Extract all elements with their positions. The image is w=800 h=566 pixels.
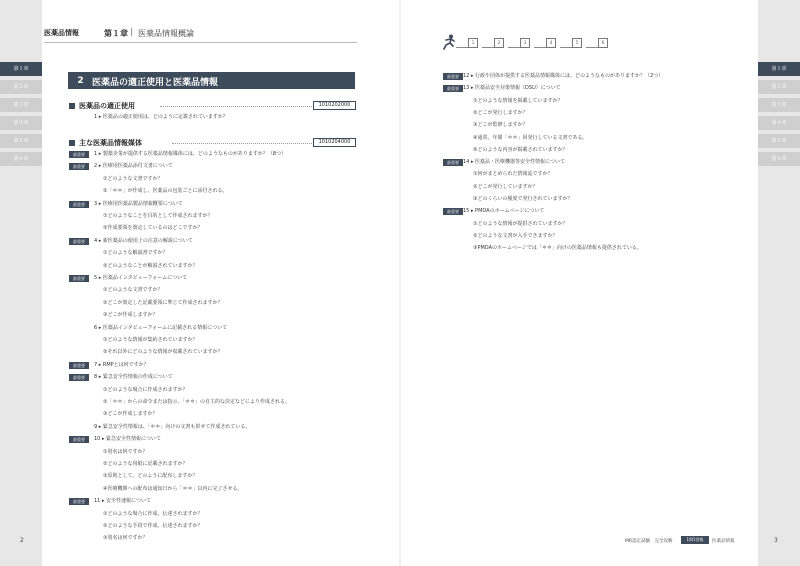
question-item: 11 ▸ 安全性速報について xyxy=(94,498,151,505)
subsection-square-icon xyxy=(69,103,75,109)
subsection-code: 1010204000 xyxy=(313,138,356,147)
sub-question: ③原則として、どのように配布しますか？ xyxy=(103,473,198,480)
chapter-tab[interactable]: 第６章 xyxy=(0,152,42,166)
sub-question: ①どのようなことを目的として作成されますか？ xyxy=(103,213,213,219)
sub-question: ①どのような情報が提供されていますか？ xyxy=(473,220,568,227)
sub-question: ③どこが作成しますか？ xyxy=(103,411,158,418)
question-item: 1 ▸ 製薬企業が提供する医薬品情報媒体には、どのようなものがありますか？（8つ） xyxy=(94,151,287,157)
sub-question: ③どこが監修しますか？ xyxy=(473,122,528,129)
importance-badge: 最重要 xyxy=(69,498,89,505)
question-item: 10 ▸ 緊急安全性情報について xyxy=(94,436,161,443)
sub-question: ②どのような手段で作成、伝達されますか？ xyxy=(103,523,203,529)
sub-question: ④通常、年間「＊＊」回発行している文書である。 xyxy=(473,134,588,141)
leader-dots xyxy=(160,106,312,107)
progress-checkbox[interactable]: 6 xyxy=(598,38,608,48)
sub-question: ①どのような情報が集約されていますか？ xyxy=(103,337,198,343)
sub-question: ①どのような文書ですか？ xyxy=(103,175,163,182)
sub-question: ②作成要領を策定しているのはどこですか？ xyxy=(103,225,203,232)
progress-checkbox[interactable]: 2 xyxy=(494,38,504,48)
sub-question: ③別名は何ですか？ xyxy=(103,535,148,542)
sub-question: ①別名は何ですか？ xyxy=(103,448,148,455)
subsection-title-text: 主な医薬品情報媒体 xyxy=(79,139,142,147)
progress-check-row xyxy=(442,36,605,54)
sub-question: ④医療機関への配布は通知日から「＊＊」以内に完了させる。 xyxy=(103,485,243,492)
sub-question: ②それ以外にどのような情報が収載されていますか？ xyxy=(103,349,223,356)
importance-badge: 最重要 xyxy=(443,73,463,80)
question-item: 4 ▸ 新医薬品の使用上の注意の解説について xyxy=(94,237,193,244)
sub-question: ②どのようなことが解説されていますか？ xyxy=(103,262,198,269)
footer-section: 医薬品情報 xyxy=(712,539,735,544)
importance-badge: 最重要 xyxy=(69,374,89,381)
sub-question: ②「＊＊」が作成し、医薬品の包装ごとに添付される。 xyxy=(103,188,228,195)
section-number: 2 xyxy=(77,76,84,86)
chapter-label: 第１章 xyxy=(104,29,128,38)
sub-question: ②どこが策定した記載要領に準じて作成されますか？ xyxy=(103,299,223,306)
progress-checkbox[interactable]: 4 xyxy=(546,38,556,48)
subsection-title xyxy=(69,138,142,148)
page-gutter xyxy=(399,0,401,566)
chapter-tab[interactable]: 第３章 xyxy=(0,98,42,112)
sub-question: ③PMDAのホームページでは「＊＊」向けの医薬品情報も提供されている。 xyxy=(473,245,642,252)
sub-question: ②「＊＊」からの命令または指示、「＊＊」の自主的な決定などにより作成される。 xyxy=(103,399,290,405)
importance-badge: 最重要 xyxy=(443,159,463,166)
sub-question: ①何がまとめられた情報誌ですか？ xyxy=(473,171,553,178)
question-item: 3 ▸ 医療用医薬品製品情報概要について xyxy=(94,200,183,207)
header-rule xyxy=(44,42,357,43)
importance-badge: 最重要 xyxy=(69,436,89,443)
footer-badge: 1問1答集 xyxy=(681,536,709,544)
question-item: 2 ▸ 医療用医薬品添付文書について xyxy=(94,163,173,170)
leader-dots xyxy=(172,143,312,144)
sub-question: ①どのような情報を掲載していますか？ xyxy=(473,97,563,104)
importance-badge: 最重要 xyxy=(69,275,89,282)
chapter-tab[interactable]: 第６章 xyxy=(758,152,800,166)
section-title: 医薬品の適正使用と医薬品情報 xyxy=(92,78,219,88)
chapter-tab[interactable]: 第５章 xyxy=(758,134,800,148)
chapter-title: 医薬品情報概論 xyxy=(138,29,194,38)
chapter-tab[interactable]: 第２章 xyxy=(0,80,42,94)
subsection-title xyxy=(69,101,135,111)
progress-checkbox[interactable]: 1 xyxy=(468,38,478,48)
sub-question: ②どこが発行しますか？ xyxy=(473,109,528,116)
runner-icon xyxy=(442,34,456,50)
question-item: 15 ▸ PMDAのホームページについて xyxy=(463,208,545,215)
sub-question: ②どのような文書が入手できますか？ xyxy=(473,232,558,239)
chapter-tab[interactable]: 第５章 xyxy=(0,134,42,148)
progress-checkbox[interactable]: 5 xyxy=(572,38,582,48)
chapter-tab[interactable]: 第２章 xyxy=(758,80,800,94)
footer-book-title: MR認定試験 完全攻略 xyxy=(625,539,673,544)
question-item: 8 ▸ 緊急安全性情報の作成について xyxy=(94,374,173,381)
sub-question: ⑤どのような内容が掲載されていますか？ xyxy=(473,146,568,153)
subsection-square-icon xyxy=(69,140,75,146)
sub-question: ①どのような場合に作成されますか？ xyxy=(103,386,188,393)
sub-question: ③どのくらいの頻度で発行されていますか？ xyxy=(473,196,573,202)
importance-badge: 最重要 xyxy=(69,201,89,208)
sub-question: ①どのような場合に作成、伝達されますか？ xyxy=(103,510,203,517)
sub-question: ②どこが発行していますか？ xyxy=(473,183,538,190)
sub-question: ②どのような用紙に記載されますか？ xyxy=(103,461,188,467)
importance-badge: 最重要 xyxy=(443,85,463,92)
question-item: 5 ▸ 医薬品インタビューフォームについて xyxy=(94,275,188,281)
sub-question: ③どこが作成しますか？ xyxy=(103,312,158,319)
sub-question: ①どのような文書ですか？ xyxy=(103,287,163,294)
chapter-tab[interactable]: 第１章 xyxy=(0,62,42,76)
question-item: 13 ▸ 医薬品安全対策情報（DSU）について xyxy=(463,85,561,92)
header-separator: | xyxy=(130,27,133,36)
sub-question: ①どのような解説書ですか？ xyxy=(103,250,168,257)
question-item: 6 ▸ 医薬品インタビューフォームに記載される情報について xyxy=(94,324,228,331)
progress-checkbox[interactable]: 3 xyxy=(520,38,530,48)
subsection-code: 1010202000 xyxy=(313,101,356,110)
left-page-number: 2 xyxy=(20,537,24,544)
question-item: 9 ▸ 緊急安全性情報は、「＊＊」向けの文書も併せて作成されている。 xyxy=(94,423,251,430)
question-item: 12 ▸ 行政や団体が提供する医薬品情報媒体には、どのようなものがありますか？（2つ） xyxy=(463,73,664,79)
right-page-number: 3 xyxy=(774,537,778,544)
importance-badge: 最重要 xyxy=(69,362,89,369)
question-item: 7 ▸ RMPとは何ですか？ xyxy=(94,361,149,368)
chapter-tab[interactable]: 第１章 xyxy=(758,62,800,76)
importance-badge: 最重要 xyxy=(69,151,89,158)
chapter-tab[interactable]: 第４章 xyxy=(0,116,42,130)
question-item: 1 ▸ 医薬品の適正使用は、どのように定義されていますか？ xyxy=(94,114,228,120)
question-item: 14 ▸ 医薬品・医療機器等安全性情報について xyxy=(463,159,565,166)
chapter-tab[interactable]: 第４章 xyxy=(758,116,800,130)
running-header-title: 医薬品情報 xyxy=(44,29,79,37)
importance-badge: 最重要 xyxy=(69,238,89,245)
importance-badge: 最重要 xyxy=(69,163,89,170)
chapter-tab[interactable]: 第３章 xyxy=(758,98,800,112)
subsection-title-text: 医薬品の適正使用 xyxy=(79,102,135,110)
importance-badge: 最重要 xyxy=(443,208,463,215)
